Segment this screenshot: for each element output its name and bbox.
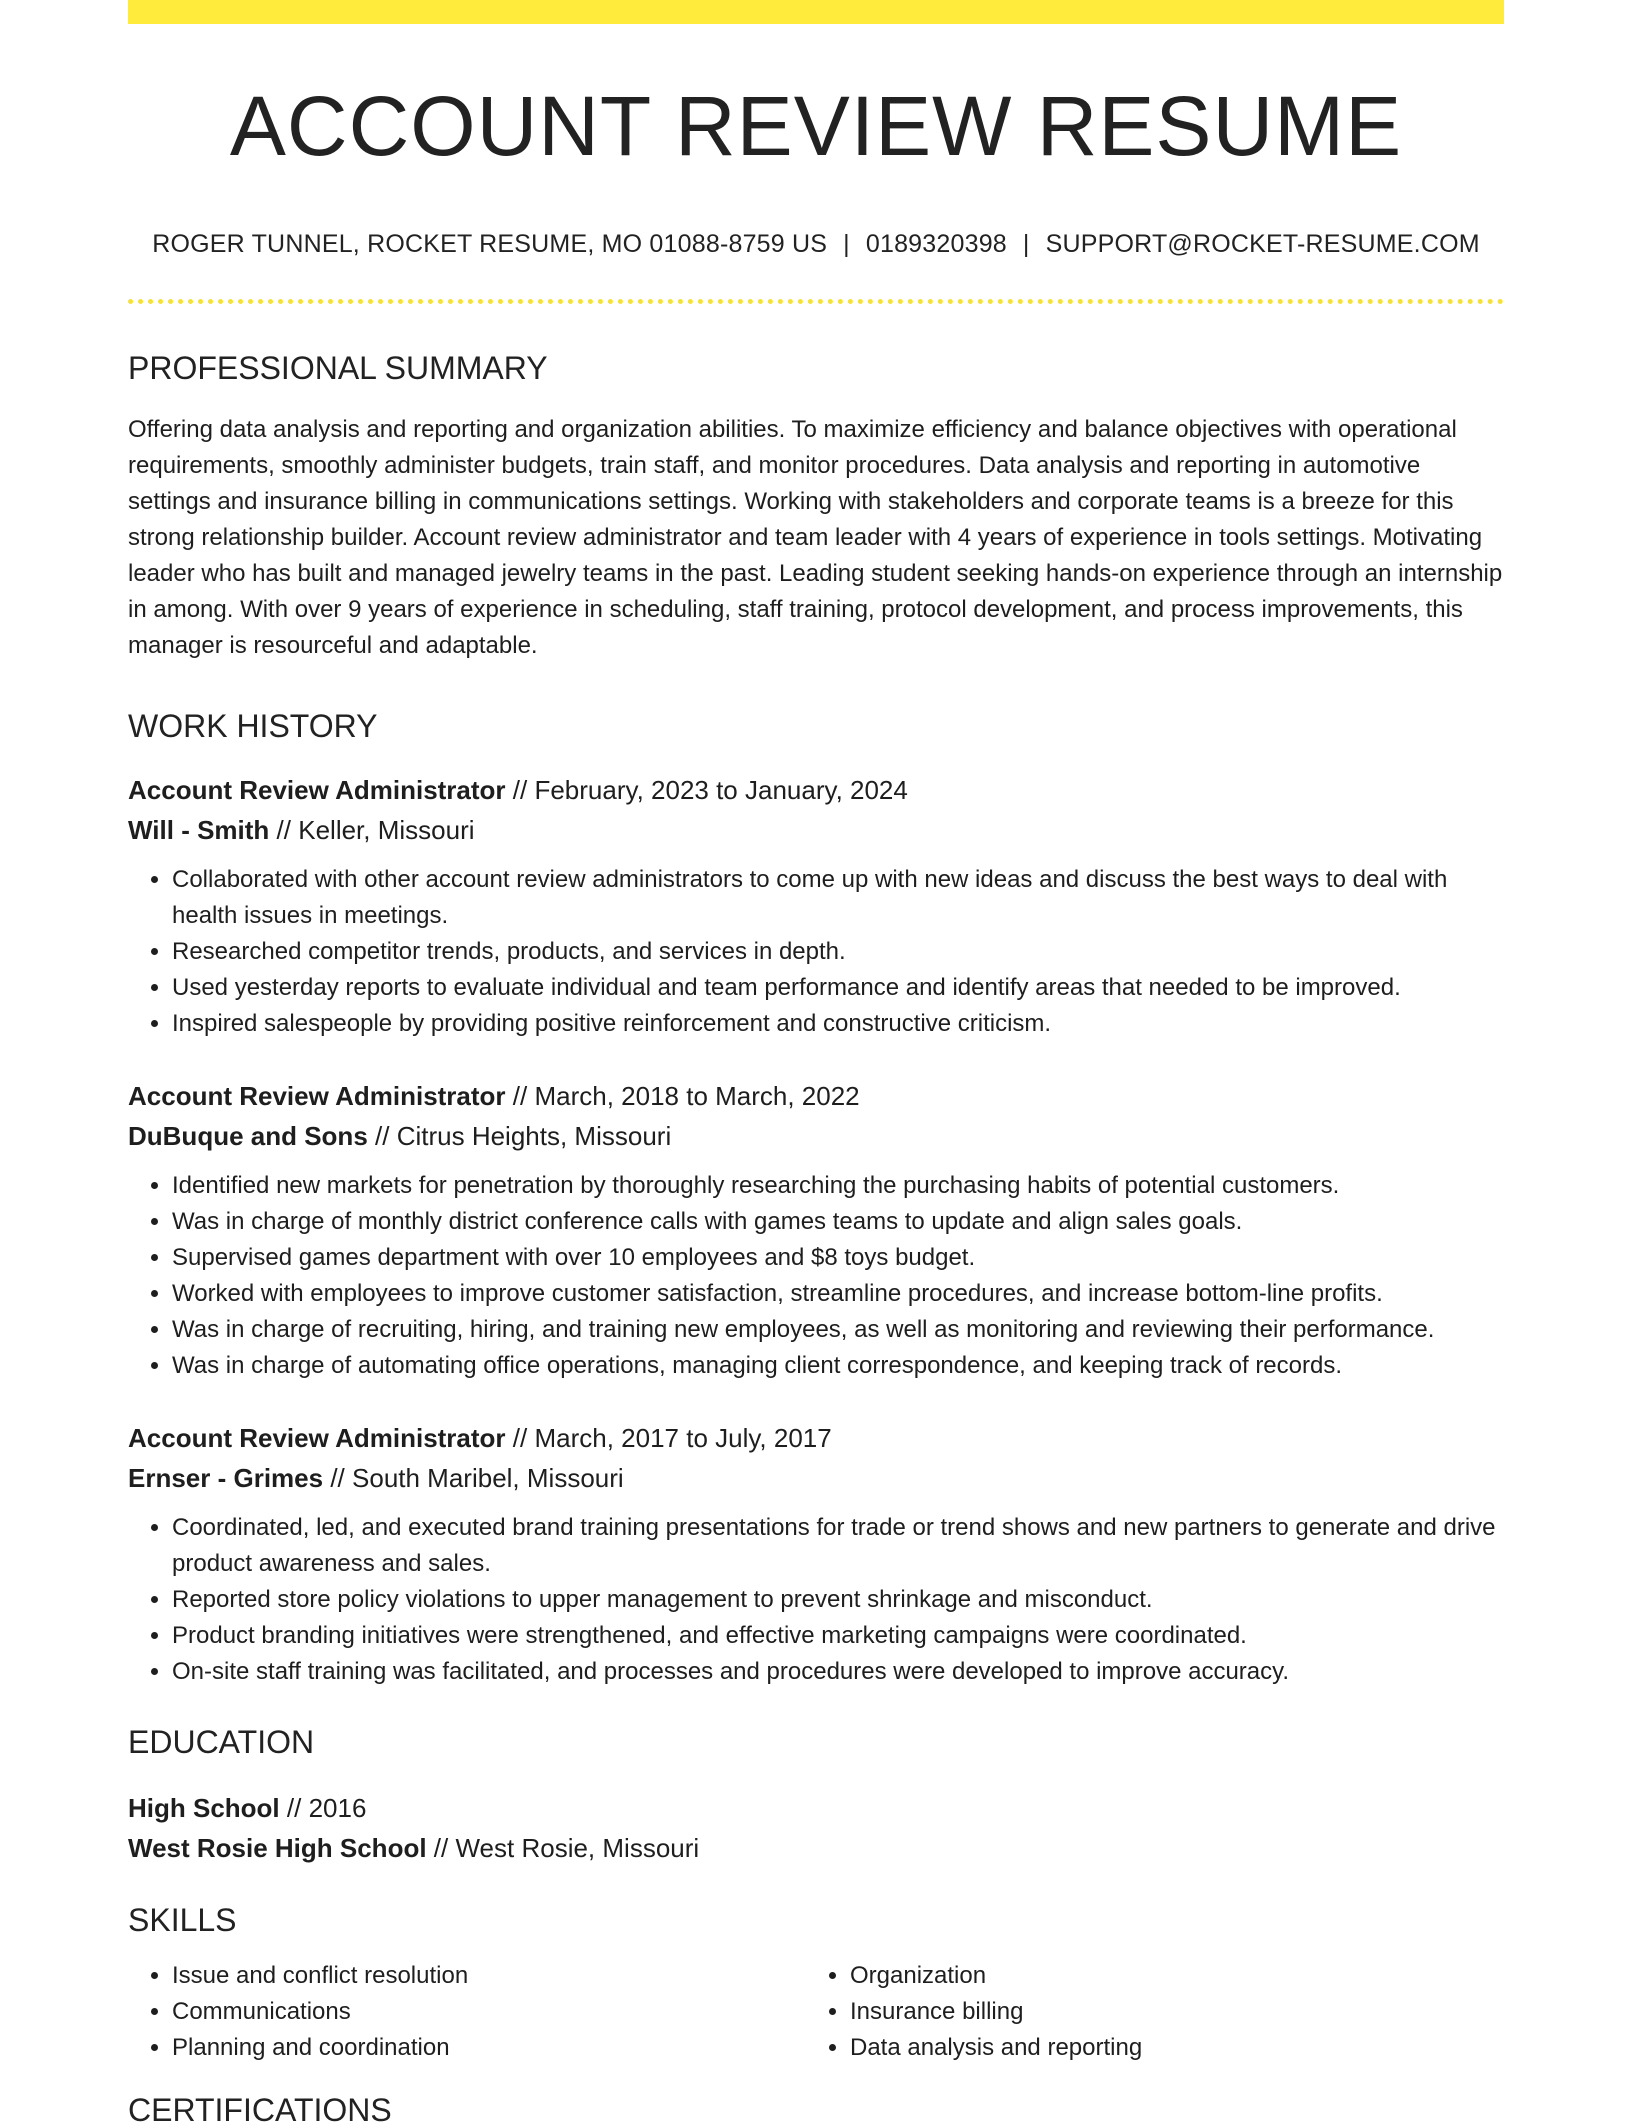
job-entry	[128, 1076, 1504, 1384]
contact-line	[128, 232, 1504, 257]
work-history-heading: WORK HISTORY	[128, 708, 378, 744]
resume-title: ACCOUNT REVIEW RESUME	[229, 79, 1403, 173]
skills-list-left	[128, 1958, 806, 2066]
job-bullet: • Identified new markets for penetration by thoroughly researching the purchasing habits of potential customers.	[172, 1168, 1504, 1204]
job-title-line	[128, 1418, 1504, 1458]
education-degree: High School	[128, 1793, 280, 1823]
job-bullet: • Reported store policy violations to upper management to prevent shrinkage and misconduct.	[172, 1582, 1504, 1618]
job-bullet: • Collaborated with other account review administrators to come up with new ideas and discuss the best ways to deal with health issues in meetings.	[172, 862, 1504, 934]
job-separator: //	[512, 1081, 528, 1111]
job-location: Keller, Missouri	[298, 815, 475, 845]
job-bullets	[128, 1510, 1504, 1690]
job-bullet: • Product branding initiatives were strengthened, and effective marketing campaigns were coordinated.	[172, 1618, 1504, 1654]
skill-item: • Organization	[850, 1958, 1484, 1994]
job-company: DuBuque and Sons	[128, 1121, 368, 1151]
education-school: West Rosie High School	[128, 1833, 427, 1863]
job-dates: February, 2023 to January, 2024	[534, 775, 908, 805]
job-bullets	[128, 862, 1504, 1042]
education-year: 2016	[308, 1793, 367, 1823]
job-dates: March, 2018 to March, 2022	[534, 1081, 860, 1111]
job-separator: //	[512, 775, 528, 805]
skill-item: • Planning and coordination	[172, 2030, 806, 2066]
contact-email: SUPPORT@ROCKET-RESUME.COM	[1045, 230, 1480, 258]
summary-heading: PROFESSIONAL SUMMARY	[128, 350, 548, 386]
education-entry	[128, 1788, 1504, 1868]
job-title: Account Review Administrator	[128, 1423, 506, 1453]
education-separator: //	[433, 1833, 449, 1863]
skill-item: • Issue and conflict resolution	[172, 1958, 806, 1994]
job-bullet: • Inspired salespeople by providing positive reinforcement and constructive criticism.	[172, 1006, 1504, 1042]
skill-item: • Communications	[172, 1994, 806, 2030]
skills-grid	[128, 1958, 1504, 2066]
job-title-line	[128, 1076, 1504, 1116]
skill-item: • Insurance billing	[850, 1994, 1484, 2030]
job-separator: //	[276, 815, 291, 845]
dotted-divider	[128, 299, 1504, 304]
job-title: Account Review Administrator	[128, 775, 506, 805]
certifications-heading: CERTIFICATIONS	[128, 2092, 392, 2128]
job-title-line	[128, 770, 1504, 810]
summary-text: Offering data analysis and reporting and organization abilities. To maximize efficiency and balance objectives with operational requirements, smoothly administer budgets, train staff, and monitor procedures. Data analysis and reporting in automotive settings and insurance billing in communications settings. Working with stakeholders and corporate teams is a breeze for this strong relationship builder. Account review administrator and team leader with 4 years of experience in tools settings. Motivating leader who has built and managed jewelry teams in the past. Leading student seeking hands-on experience through an internship in among. With over 9 years of experience in scheduling, staff training, protocol development, and process improvements, this manager is resourceful and adaptable.	[128, 416, 1503, 659]
job-bullet: • Supervised games department with over 10 employees and $8 toys budget.	[172, 1240, 1504, 1276]
job-entry	[128, 1418, 1504, 1690]
contact-address: ROGER TUNNEL, ROCKET RESUME, MO 01088-8759 US	[152, 230, 828, 258]
job-separator: //	[330, 1463, 345, 1493]
contact-separator: |	[1022, 230, 1030, 258]
job-bullet: • Researched competitor trends, products, and services in depth.	[172, 934, 1504, 970]
education-separator: //	[286, 1793, 302, 1823]
job-company: Ernser - Grimes	[128, 1463, 324, 1493]
job-company-line	[128, 810, 1504, 850]
top-accent-bar	[128, 0, 1504, 24]
job-company-line	[128, 1116, 1504, 1156]
education-school-line	[128, 1828, 1504, 1868]
skill-item: • Data analysis and reporting	[850, 2030, 1484, 2066]
skills-column-right	[806, 1958, 1484, 2066]
skills-heading: SKILLS	[128, 1902, 237, 1938]
education-heading: EDUCATION	[128, 1724, 315, 1760]
job-bullet: • Was in charge of monthly district conference calls with games teams to update and align sales goals.	[172, 1204, 1504, 1240]
education-degree-line	[128, 1788, 1504, 1828]
job-company-line	[128, 1458, 1504, 1498]
skills-list-right	[806, 1958, 1484, 2066]
job-bullet: • Was in charge of recruiting, hiring, and training new employees, as well as monitoring and reviewing their performance.	[172, 1312, 1504, 1348]
job-bullet: • Worked with employees to improve customer satisfaction, streamline procedures, and increase bottom-line profits.	[172, 1276, 1504, 1312]
job-location: Citrus Heights, Missouri	[396, 1121, 672, 1151]
education-location: West Rosie, Missouri	[455, 1833, 700, 1863]
resume-page	[128, 0, 1504, 2126]
job-bullet: • Used yesterday reports to evaluate individual and team performance and identify areas that needed to be improved.	[172, 970, 1504, 1006]
job-dates: March, 2017 to July, 2017	[534, 1423, 832, 1453]
job-company: Will - Smith	[128, 815, 270, 845]
job-separator: //	[512, 1423, 528, 1453]
contact-separator: |	[843, 230, 850, 258]
contact-phone: 0189320398	[865, 230, 1007, 258]
job-bullet: • Was in charge of automating office operations, managing client correspondence, and keeping track of records.	[172, 1348, 1504, 1384]
work-history-list	[128, 770, 1504, 1690]
job-bullets	[128, 1168, 1504, 1384]
job-separator: //	[375, 1121, 390, 1151]
job-title: Account Review Administrator	[128, 1081, 506, 1111]
job-location: South Maribel, Missouri	[352, 1463, 624, 1493]
job-bullet: • On-site staff training was facilitated, and processes and procedures were developed to improve accuracy.	[172, 1654, 1504, 1690]
job-bullet: • Coordinated, led, and executed brand training presentations for trade or trend shows and new partners to generate and drive product awareness and sales.	[172, 1510, 1504, 1582]
job-entry	[128, 770, 1504, 1042]
skills-column-left	[128, 1958, 806, 2066]
